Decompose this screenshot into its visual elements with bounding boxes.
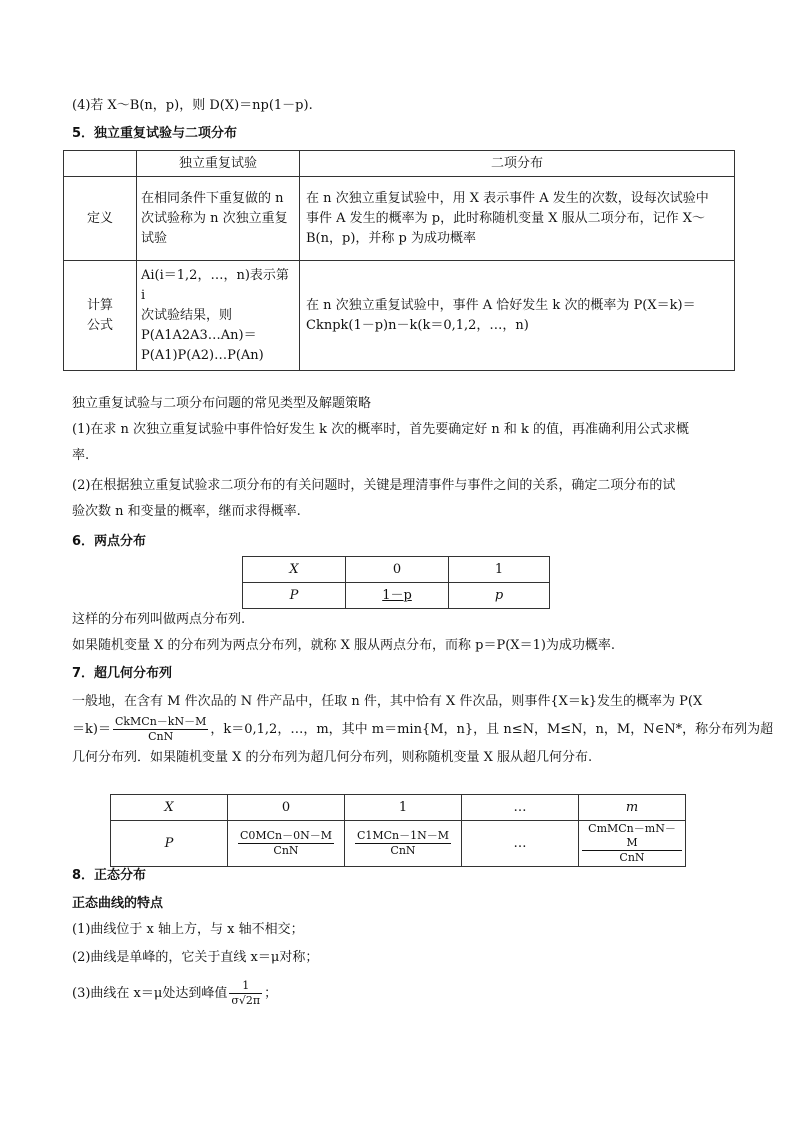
normal-curve-subheading: 正态曲线的特点 <box>72 896 164 911</box>
table-corner-cell <box>64 151 137 177</box>
text-line: 在 n 次独立重复试验中，事件 A 恰好发生 k 次的概率为 P(X＝k)＝ <box>306 297 696 313</box>
hypergeo-x1: 1 <box>345 795 462 821</box>
hypergeo-x-label: X <box>111 795 228 821</box>
hypergeo-p-dots: … <box>462 821 579 867</box>
strategy-p1-line1: (1)在求 n 次独立重复试验中事件恰好发生 k 次的概率时，首先要确定好 n 和 k 的值，再准确利用公式求概 <box>72 422 689 437</box>
text-line: 在相同条件下重复做的 n <box>141 190 284 206</box>
two-point-x0: 0 <box>346 557 449 583</box>
section-6-heading: 6．两点分布 <box>72 534 147 549</box>
fraction-denominator: CnN <box>390 844 416 857</box>
text-line: 在 n 次独立重复试验中，用 X 表示事件 A 发生的次数，设每次试验中 <box>306 190 709 206</box>
normal-p3 <box>72 978 277 1010</box>
fraction-numerator: CkMCn－kN－M <box>114 715 207 728</box>
normal-p1: (1)曲线位于 x 轴上方，与 x 轴不相交； <box>72 922 304 937</box>
normal-p3-pre: (3)曲线在 x＝μ处达到峰值 <box>72 986 228 1001</box>
text-line: P(A1A2A3…An)＝ <box>141 327 257 343</box>
fraction-denominator: σ√2π <box>231 994 261 1007</box>
section-5-heading: 5．独立重复试验与二项分布 <box>72 126 238 141</box>
fraction-denominator: CnN <box>273 844 299 857</box>
row-label-definition: 定义 <box>64 177 137 261</box>
hypergeo-fraction <box>113 715 208 744</box>
strategy-p2-line1: (2)在根据独立重复试验求二项分布的有关问题时，关键是理清事件与事件之间的关系，确定二项分布的试 <box>72 478 676 493</box>
table-header-independent-trials: 独立重复试验 <box>137 151 300 177</box>
hypergeo-p2-post: ，k＝0,1,2，…，m，其中 m＝min{M，n}，且 n≤N，M≤N，n，M，N∈N*，称分布列为超 <box>210 722 774 737</box>
text-line: 试验 <box>141 230 168 246</box>
normal-p2: (2)曲线是单峰的，它关于直线 x＝μ对称； <box>72 950 319 965</box>
normal-p3-post: ； <box>264 986 278 1001</box>
two-point-x1: 1 <box>449 557 550 583</box>
text-line: P(A1)P(A2)…P(An) <box>141 347 264 363</box>
fraction-numerator: C0MCn－0N－M <box>239 829 333 842</box>
peak-fraction <box>229 979 262 1008</box>
section-8-heading: 8．正态分布 <box>72 868 147 883</box>
two-point-definition: 如果随机变量 X 的分布列为两点分布列，就称 X 服从两点分布，而称 p＝P(X＝1)为成功概率. <box>72 638 616 653</box>
fraction-numerator: C1MCn－1N－M <box>356 829 450 842</box>
strategy-p1-line2: 率. <box>72 448 90 463</box>
hypergeo-p1: 一般地，在含有 M 件次品的 N 件产品中，任取 n 件，其中恰有 X 件次品，则事件{X＝k}发生的概率为 P(X <box>72 694 703 709</box>
hypergeo-p3: 几何分布列．如果随机变量 X 的分布列为超几何分布列，则称随机变量 X 服从超几何分布. <box>72 750 593 765</box>
text-line: 次试验称为 n 次独立重复 <box>141 210 288 226</box>
hypergeo-p2-pre: ＝k)＝ <box>72 722 111 737</box>
hypergeo-p-label: P <box>111 821 228 867</box>
pm-fraction <box>582 822 682 865</box>
formula-binomial-cell <box>300 261 735 371</box>
hypergeo-x0: 0 <box>228 795 345 821</box>
hypergeo-p0 <box>228 821 345 867</box>
row-label-formula <box>64 261 137 371</box>
hypergeo-table <box>110 794 686 867</box>
text-line: 事件 A 发生的概率为 p，此时称随机变量 X 服从二项分布，记作 X～ <box>306 210 706 226</box>
text-line: 计算 <box>86 297 113 313</box>
fraction-denominator: CnN <box>148 730 174 743</box>
p1-fraction <box>355 829 451 858</box>
section-4-line: (4)若 X～B(n，p)，则 D(X)＝np(1－p). <box>72 98 313 113</box>
fraction-numerator: 1 <box>229 979 262 994</box>
text-line: 公式 <box>86 317 113 333</box>
fraction-denominator: CnN <box>619 851 645 864</box>
two-point-p0: 1－p <box>346 583 449 609</box>
two-point-table <box>242 556 550 609</box>
strategy-title: 独立重复试验与二项分布问题的常见类型及解题策略 <box>72 396 372 411</box>
hypergeo-pm <box>579 821 686 867</box>
section-7-heading: 7．超几何分布列 <box>72 666 173 681</box>
hypergeo-p2 <box>72 714 773 746</box>
hypergeo-p1 <box>345 821 462 867</box>
hypergeo-x-dots: … <box>462 795 579 821</box>
p0-fraction <box>238 829 334 858</box>
fraction-numerator: CmMCn－mN－M <box>582 822 682 851</box>
hypergeo-xm: m <box>579 795 686 821</box>
strategy-p2-line2: 验次数 n 和变量的概率，继而求得概率. <box>72 504 301 519</box>
definition-trials-cell <box>137 177 300 261</box>
text-line: 次试验结果，则 <box>141 307 233 323</box>
two-point-note: 这样的分布列叫做两点分布列. <box>72 612 246 627</box>
formula-trials-cell <box>137 261 300 371</box>
text-line: Ai(i＝1,2，…，n)表示第 i <box>141 267 289 303</box>
binomial-table <box>63 150 735 371</box>
definition-binomial-cell <box>300 177 735 261</box>
two-point-p-label: P <box>243 583 346 609</box>
two-point-p1: p <box>449 583 550 609</box>
text-line: B(n，p)，并称 p 为成功概率 <box>306 230 476 246</box>
two-point-x-label: X <box>243 557 346 583</box>
text-line: Cknpk(1－p)n－k(k＝0,1,2，…，n) <box>306 317 529 333</box>
table-header-binomial: 二项分布 <box>300 151 735 177</box>
